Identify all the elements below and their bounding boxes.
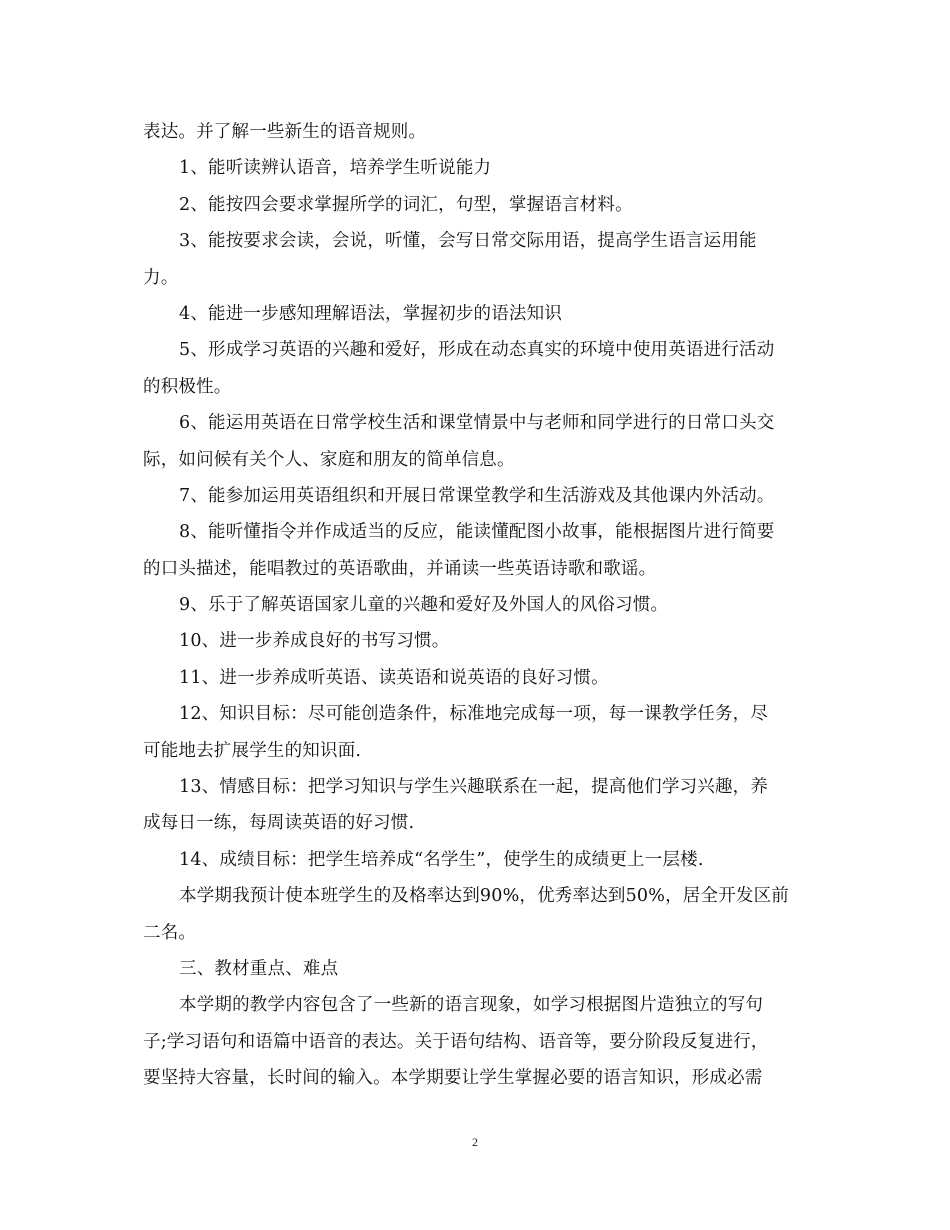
- text-line: 二名。: [143, 922, 197, 943]
- text-line: 14、成绩目标：把学生培养成“名学生”，使学生的成绩更上一层楼.: [179, 849, 704, 870]
- text-line: 力。: [143, 267, 179, 288]
- text-line: 本学期我预计使本班学生的及格率达到90%，优秀率达到50%，居全开发区前: [179, 886, 789, 907]
- text-line: 11、进一步养成听英语、读英语和说英语的良好习惯。: [179, 667, 609, 688]
- page-number: 2: [472, 1135, 478, 1149]
- text-line: 5、形成学习英语的兴趣和爱好，形成在动态真实的环境中使用英语进行活动: [179, 340, 775, 361]
- text-line: 8、能听懂指令并作成适当的反应，能读懂配图小故事，能根据图片进行简要: [179, 522, 775, 543]
- text-line: 1、能听读辨认语音，培养学生听说能力: [179, 158, 492, 179]
- text-line: 要坚持大容量，长时间的输入。本学期要让学生掌握必要的语言知识，形成必需: [143, 1068, 763, 1089]
- text-line: 子;学习语句和语篇中语音的表达。关于语句结构、语音等，要分阶段反复进行，: [143, 1031, 769, 1052]
- text-line: 表达。并了解一些新生的语音规则。: [143, 122, 427, 142]
- text-line: 可能地去扩展学生的知识面.: [143, 740, 362, 761]
- text-line: 本学期的教学内容包含了一些新的语言现象，如学习根据图片造独立的写句: [179, 995, 764, 1016]
- text-line: 2、能按四会要求掌握所学的词汇，句型，掌握语言材料。: [179, 194, 633, 215]
- text-line: 4、能进一步感知理解语法，掌握初步的语法知识: [179, 303, 563, 324]
- text-line: 3、能按要求会读，会说，听懂，会写日常交际用语，提高学生语言运用能: [179, 231, 757, 252]
- text-line: 的积极性。: [143, 376, 232, 397]
- text-line: 6、能运用英语在日常学校生活和课堂情景中与老师和同学进行的日常口头交: [179, 413, 775, 434]
- text-line: 际，如问候有关个人、家庭和朋友的简单信息。: [143, 449, 515, 470]
- text-line: 9、乐于了解英语国家儿童的兴趣和爱好及外国人的风俗习惯。: [179, 595, 669, 616]
- text-line: 的口头描述，能唱教过的英语歌曲，并诵读一些英语诗歌和歌谣。: [143, 558, 657, 579]
- text-line: 13、情感目标：把学习知识与学生兴趣联系在一起，提高他们学习兴趣，养: [179, 777, 769, 798]
- text-line: 10、进一步养成良好的书写习惯。: [179, 631, 450, 652]
- text-line: 12、知识目标：尽可能创造条件，标准地完成每一项，每一课教学任务，尽: [179, 704, 769, 725]
- section-heading: 三、教材重点、难点: [179, 958, 339, 979]
- text-line: 7、能参加运用英语组织和开展日常课堂教学和生活游戏及其他课内外活动。: [179, 485, 775, 506]
- text-line: 成每日一练，每周读英语的好习惯.: [143, 813, 415, 834]
- document-body: [143, 114, 808, 1097]
